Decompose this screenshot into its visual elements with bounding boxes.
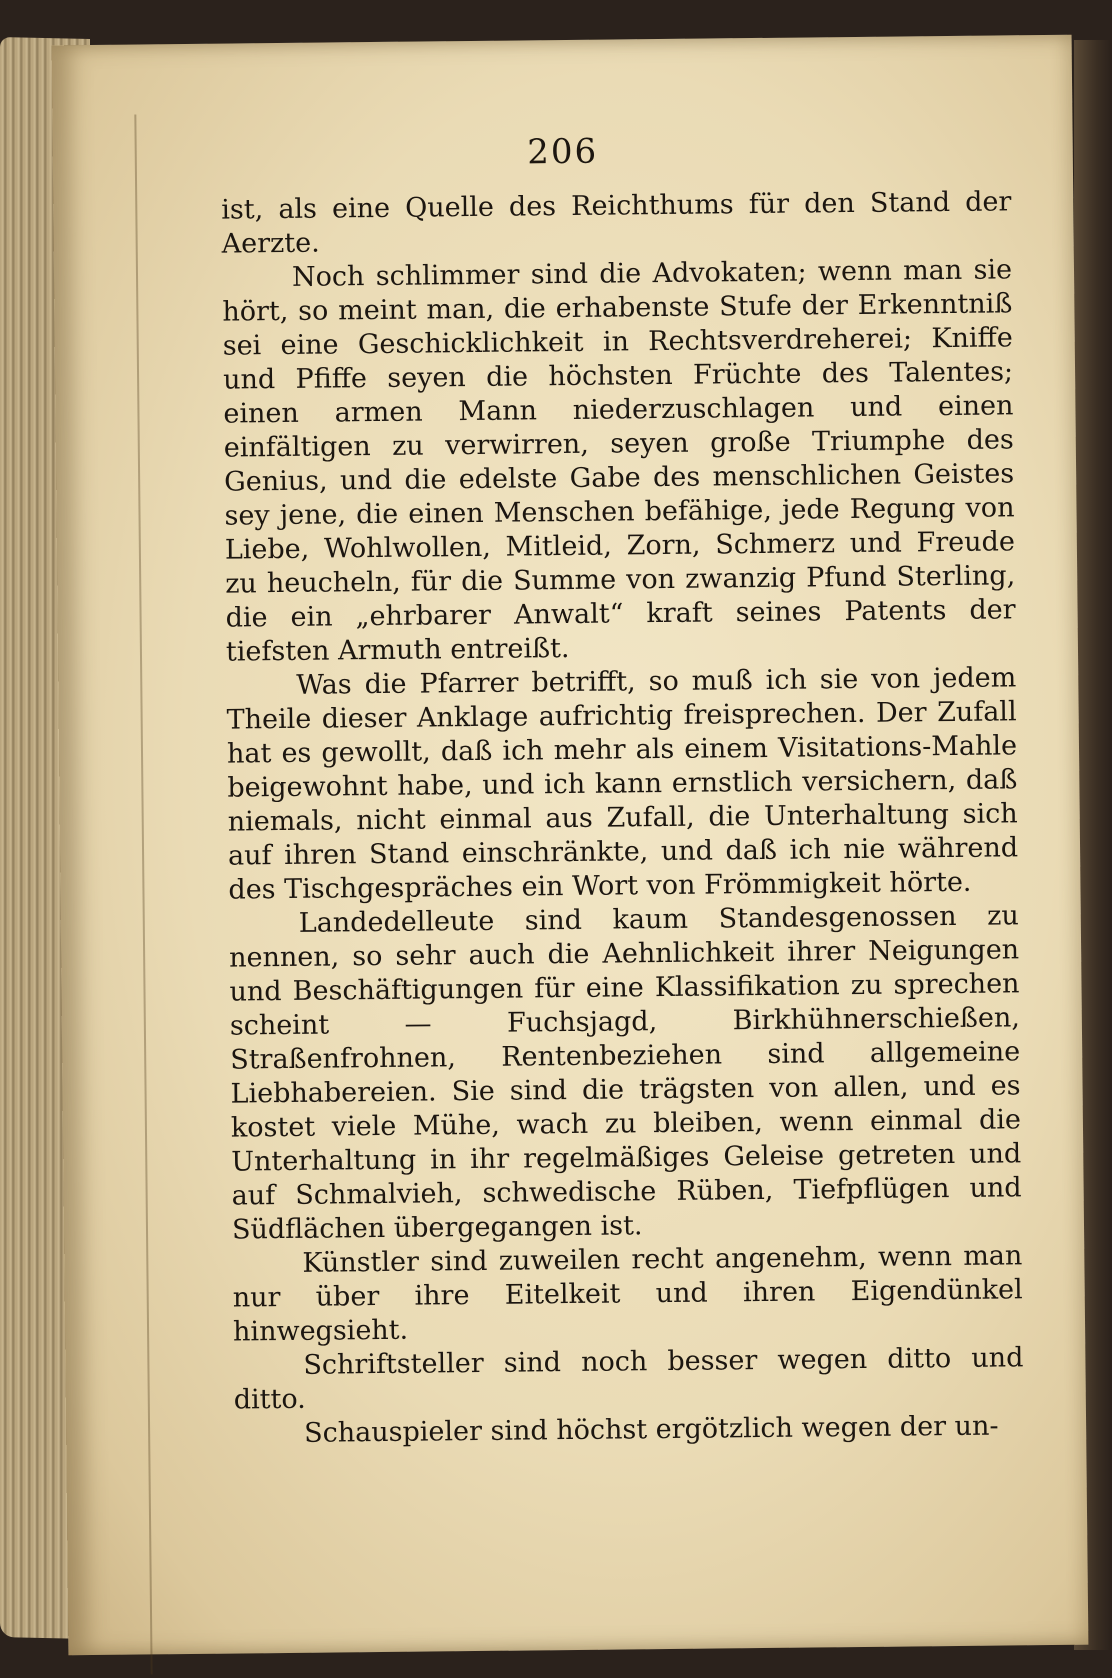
paragraph-1: ist, als eine Quelle des Reichthums für den Stand der Aerzte. — [221, 186, 1012, 260]
page-text — [221, 185, 1024, 1451]
gutter-shadow — [134, 115, 152, 1675]
paragraph-6: Schriftsteller sind noch besser wegen ditto und ditto. — [233, 1342, 1024, 1416]
paragraph-4: Landedelleute sind kaum Standesgenossen zu nennen, so sehr auch die Aehnlichkeit ihrer Neigungen und Beschäftigungen für eine Klassifikation zu sprechen scheint — Fuchsjagd, Birkhühnerschießen, Straßenfrohnen, Rentenbeziehen sind allgemeine Liebhabereien. Sie sind die trägsten von allen, und es kostet viele Mühe, wach zu bleiben, wenn einmal die Unterhaltung in ihr regelmäßiges Geleise getreten und auf Schmalvieh, schwedische Rüben, Tiefpflügen und Südflächen übergegangen ist. — [229, 900, 1022, 1246]
paragraph-7: Schauspieler sind höchst ergötzlich wegen der un- — [303, 1410, 999, 1449]
paragraph-5: Künstler sind zuweilen recht angenehm, wenn man nur über ihre Eitelkeit und ihren Eigendünkel hinwegsieht. — [232, 1240, 1023, 1348]
paragraph-2: Noch schlimmer sind die Advokaten; wenn man sie hört, so meint man, die erhabenste Stufe der Erkenntniß sei eine Geschicklichkeit in Rechtsverdreherei; Kniffe und Pfiffe seyen die höchsten Früchte des Talentes; einen armen Mann niederzuschlagen und einen einfältigen zu verwirren, seyen große Triumphe des Genius, und die edelste Gabe des menschlichen Geistes sey jene, die einen Menschen befähige, jede Regung von Liebe, Wohlwollen, Mitleid, Zorn, Schmerz und Freude zu heucheln, für die Summe von zwanzig Pfund Sterling, die ein „ehrbarer Anwalt“ kraft seines Patents der tiefsten Armuth entreißt. — [222, 254, 1016, 668]
paragraph-3: Was die Pfarrer betrifft, so muß ich sie von jedem Theile dieser Anklage aufrichtig freisprechen. Der Zufall hat es gewollt, daß ich mehr als einem Visitations-Mahle beigewohnt habe, und ich kann ernstlich versichern, daß niemals, nicht einmal aus Zufall, die Unterhaltung sich auf ihren Stand einschränkte, und daß ich nie während des Tischgespräches ein Wort von Frömmigkeit hörte. — [226, 662, 1019, 906]
book-page — [52, 35, 1089, 1656]
page-number: 206 — [527, 131, 599, 173]
